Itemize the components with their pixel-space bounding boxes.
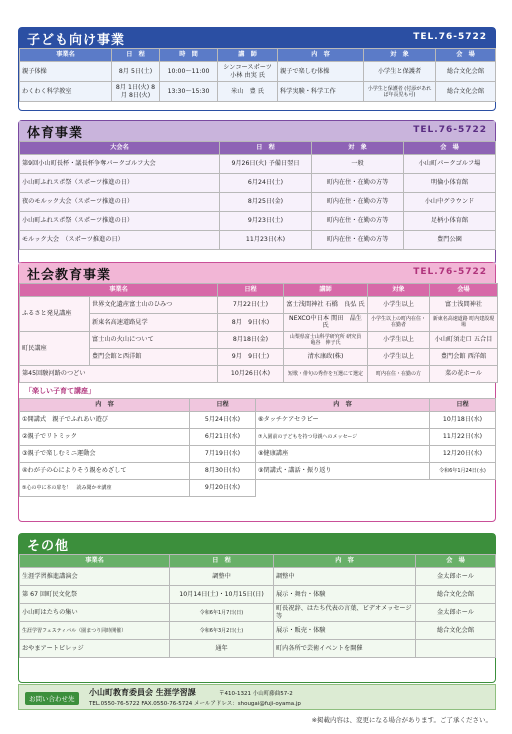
event-venue: 小山町パークゴルフ場: [404, 155, 496, 174]
disclaimer-note: ※掲載内容は、変更になる場合があります。ご了承ください。: [311, 716, 492, 724]
event-target: 小学生以上: [368, 331, 430, 348]
event-date: 8月 1日(火) 8月 8日(火): [112, 82, 160, 102]
column-header: 内 容: [20, 398, 190, 411]
sports-table: [19, 141, 496, 250]
column-header: 事業名: [20, 49, 112, 62]
column-header: 内 容: [256, 398, 430, 411]
event-venue: 豊門会館 西洋館: [430, 348, 498, 365]
table-row: [20, 411, 496, 428]
kids-section-header: [19, 28, 495, 48]
event-venue: 総合文化会館: [436, 62, 496, 82]
social-section-header: [19, 263, 495, 283]
event-date: 調整中: [170, 568, 274, 586]
table-row: [20, 314, 498, 332]
lesson-content: ②親子でリトミック: [20, 428, 190, 445]
column-header: 時 間: [160, 49, 218, 62]
other-events-section: [18, 533, 496, 683]
event-content: 親子で楽しむ体操: [278, 62, 364, 82]
social-table-header: [20, 284, 498, 297]
lesson-date: 10月18日(水): [430, 411, 496, 428]
kids-section-tel: TEL.76-5722: [413, 32, 487, 42]
event-target: 小学生以上の町内在住・在勤者: [368, 314, 430, 332]
kids-table: [19, 48, 496, 102]
column-header: 日 程: [170, 555, 274, 568]
event-date: 8月18日(金): [218, 331, 284, 348]
event-name: 豊門会館と西洋館: [90, 348, 218, 365]
event-target: 小学生以上: [368, 348, 430, 365]
event-venue: 金太郎ホール: [416, 568, 496, 586]
event-name: 小山町ふれスポ祭（スポーツ推進の日）: [20, 174, 220, 193]
table-row: [20, 586, 496, 604]
lesson-date: 7月19日(水): [190, 445, 256, 462]
kids-section-title: 子ども向け事業: [27, 33, 126, 48]
event-content: 科学実験・科学工作: [278, 82, 364, 102]
event-name: 生涯学習推進講演会: [20, 568, 170, 586]
column-header: 講 師: [218, 49, 278, 62]
event-target: 町内在住・在勤の方等: [312, 193, 404, 212]
lesson-date: 5月24日(水): [190, 411, 256, 428]
contact-address: 〒410-1321 小山町藤曲57-2: [219, 691, 293, 697]
contact-name: 小山町教育委員会 生涯学習課: [89, 688, 196, 697]
event-date: 9月23日(土): [220, 212, 312, 231]
column-header: 講師: [284, 284, 368, 297]
event-lecturer: NEXCO中日本 関田 晶生 氏: [284, 314, 368, 332]
event-date: 8月 9日(水): [218, 314, 284, 332]
lesson-date: 令和6年1月24日(水): [430, 462, 496, 479]
lesson-content: ⑥タッチケアセラピー: [256, 411, 430, 428]
social-table: [19, 283, 498, 383]
event-date: 8月25日(金): [220, 193, 312, 212]
event-name: 小山町ふれスポ祭（スポーツ推進の日）: [20, 212, 220, 231]
event-name: 小山町はたちの集い: [20, 604, 170, 622]
table-row: [20, 640, 496, 658]
sports-events-section: [18, 120, 496, 265]
lesson-content: ⑧健康講座: [256, 445, 430, 462]
sports-section-header: [19, 121, 495, 141]
column-header: 日 程: [112, 49, 160, 62]
lesson-date: 11月22日(水): [430, 428, 496, 445]
lesson-content: ⑨閉講式・講話・振り返り: [256, 462, 430, 479]
lesson-content: ⑤心の中に本の扉を！ 読み聞かせ講座: [20, 479, 190, 496]
column-header: 日 程: [220, 142, 312, 155]
event-venue: 総合文化会館: [436, 82, 496, 102]
event-target: 町内在住・在勤の方: [368, 365, 430, 382]
social-section-tel: TEL.76-5722: [413, 267, 487, 277]
lesson-content: ③親子で楽しむミニ運動会: [20, 445, 190, 462]
event-lecturer: 米山 豊 氏: [218, 82, 278, 102]
event-name: おやまアートビレッジ: [20, 640, 170, 658]
lesson-date: 8月30日(水): [190, 462, 256, 479]
event-name: 第9回小山町長杯・議長杯争奪パークゴルフ大会: [20, 155, 220, 174]
event-date: 通年: [170, 640, 274, 658]
event-name: 第 67 回町民文化祭: [20, 586, 170, 604]
event-lecturer: シンコースポーツ 小林 由実 氏: [218, 62, 278, 82]
event-target: 町内在住・在勤の方等: [312, 174, 404, 193]
event-name: わくわく科学教室: [20, 82, 112, 102]
social-section-title: 社会教育事業: [27, 268, 112, 283]
lesson-date: 6月21日(水): [190, 428, 256, 445]
event-lecturer: 短歌・俳句の秀作を互選にて選定: [284, 365, 368, 382]
table-row: [20, 622, 496, 640]
kids-table-header: [20, 49, 496, 62]
event-venue: 総合文化会館: [416, 622, 496, 640]
table-row: [20, 365, 498, 382]
table-row: [20, 479, 496, 496]
event-name: 第45回駿河路のつどい: [20, 365, 218, 382]
event-venue: 金太郎ホール: [416, 604, 496, 622]
event-content: 町内各所で芸術イベントを開催: [274, 640, 416, 658]
group-label: 町民講座: [20, 331, 90, 365]
event-lecturer: 山梨県富士山科学研究所 研究員 亀谷 伸子氏: [284, 331, 368, 348]
table-row: [20, 82, 496, 102]
table-row: [20, 604, 496, 622]
lesson-content: ①開講式 親子でふれあい遊び: [20, 411, 190, 428]
column-header: 会 場: [436, 49, 496, 62]
event-content: 展示・舞台・体験: [274, 586, 416, 604]
column-header: 会場: [430, 284, 498, 297]
event-name: 富士山の火山について: [90, 331, 218, 348]
event-name: 世界文化遺産富士山のひみつ: [90, 297, 218, 314]
sports-section-title: 体育事業: [27, 126, 84, 141]
event-date: 令和6年1月7日(日): [170, 604, 274, 622]
event-target: 小学生と保護者: [364, 62, 436, 82]
lesson-content: ⑦入園前の子どもを持つ母親へのメッセージ: [256, 428, 430, 445]
table-row: [20, 348, 498, 365]
event-date: 令和6年3月2日(土): [170, 622, 274, 640]
event-name: 新東名高速道路見学: [90, 314, 218, 332]
column-header: 事業名: [20, 555, 170, 568]
event-venue: [416, 640, 496, 658]
event-venue: 菜の花ホール: [430, 365, 498, 382]
table-row: [20, 193, 496, 212]
event-venue: 新東名高速道路 町内建設現場: [430, 314, 498, 332]
kids-events-section: [18, 27, 496, 111]
group-label: ふるさと発見講座: [20, 297, 90, 332]
table-row: [20, 568, 496, 586]
event-venue: 富士浅間神社: [430, 297, 498, 314]
event-target: 町内在住・在勤の方等: [312, 212, 404, 231]
kosodate-table-header: [20, 398, 496, 411]
table-row: [20, 297, 498, 314]
event-date: 9月 9日(土): [218, 348, 284, 365]
event-name: 夜のモルック大会（スポーツ推進の日）: [20, 193, 220, 212]
table-row: [20, 331, 498, 348]
event-venue: 小山中グラウンド: [404, 193, 496, 212]
event-content: 町長祝辞、はたち代表の言葉、ビデオメッセージ等: [274, 604, 416, 622]
event-name: 親子体操: [20, 62, 112, 82]
event-venue: 足柄小体育館: [404, 212, 496, 231]
event-date: 6月24日(土): [220, 174, 312, 193]
other-section-title: その他: [27, 539, 70, 554]
event-target: 町内在住・在勤の方等: [312, 231, 404, 250]
other-section-header: [19, 534, 495, 554]
event-lecturer: 清水康政(株): [284, 348, 368, 365]
column-header: 日程: [430, 398, 496, 411]
column-header: 対 象: [312, 142, 404, 155]
empty-cell: [256, 479, 430, 496]
table-row: [20, 212, 496, 231]
table-row: [20, 428, 496, 445]
event-target: 一般: [312, 155, 404, 174]
other-table: [19, 554, 496, 658]
event-time: 10:00～11:00: [160, 62, 218, 82]
column-header: 日程: [218, 284, 284, 297]
table-row: [20, 231, 496, 250]
event-content: 展示・販売・体験: [274, 622, 416, 640]
column-header: 内 容: [274, 555, 416, 568]
column-header: 大会名: [20, 142, 220, 155]
event-target: 小学生以上: [368, 297, 430, 314]
lesson-date: 12月20日(水): [430, 445, 496, 462]
column-header: 対象: [368, 284, 430, 297]
table-row: [20, 174, 496, 193]
event-venue: 小山町須走口 五合目: [430, 331, 498, 348]
event-venue: 明倫小体育館: [404, 174, 496, 193]
event-venue: 総合文化会館: [416, 586, 496, 604]
event-time: 13:30～15:30: [160, 82, 218, 102]
contact-tel: TEL.0550-76-5722 FAX.0550-76-5724 メールアドレス：shougai@fuji-oyama.jp: [89, 701, 301, 707]
column-header: 会 場: [416, 555, 496, 568]
other-table-header: [20, 555, 496, 568]
column-header: 日程: [190, 398, 256, 411]
event-date: 10月14日(土)・10月15日(日): [170, 586, 274, 604]
event-venue: 豊門公園: [404, 231, 496, 250]
column-header: 対 象: [364, 49, 436, 62]
social-education-section: [18, 262, 496, 522]
event-name: モルック大会 （スポーツ推進の日）: [20, 231, 220, 250]
contact-label: お問い合わせ先: [25, 692, 79, 705]
event-date: 7月22日(土): [218, 297, 284, 314]
table-row: [20, 445, 496, 462]
table-row: [20, 462, 496, 479]
kosodate-table: [19, 398, 496, 497]
kosodate-label: 「楽しい子育て講座」: [25, 386, 95, 395]
lesson-date: 9月20日(水): [190, 479, 256, 496]
contact-box: [18, 684, 496, 710]
empty-cell: [430, 479, 496, 496]
event-date: 9月26日(火) 予備日翌日: [220, 155, 312, 174]
event-date: 11月23日(木): [220, 231, 312, 250]
column-header: 会 場: [404, 142, 496, 155]
event-name: 生涯学習フェスティバル（園まつり同時開催）: [20, 622, 170, 640]
event-lecturer: 富士浅間神社 石橋 良弘 氏: [284, 297, 368, 314]
event-target: 小学生と保護者 (付添があれば年長児も可): [364, 82, 436, 102]
event-date: 10月26日(木): [218, 365, 284, 382]
table-row: [20, 62, 496, 82]
event-date: 8月 5日(土): [112, 62, 160, 82]
sports-section-tel: TEL.76-5722: [413, 125, 487, 135]
column-header: 内 容: [278, 49, 364, 62]
sports-table-header: [20, 142, 496, 155]
event-content: 調整中: [274, 568, 416, 586]
column-header: 事業名: [20, 284, 218, 297]
table-row: [20, 155, 496, 174]
lesson-content: ④わが子の心によりそう親をめざして: [20, 462, 190, 479]
